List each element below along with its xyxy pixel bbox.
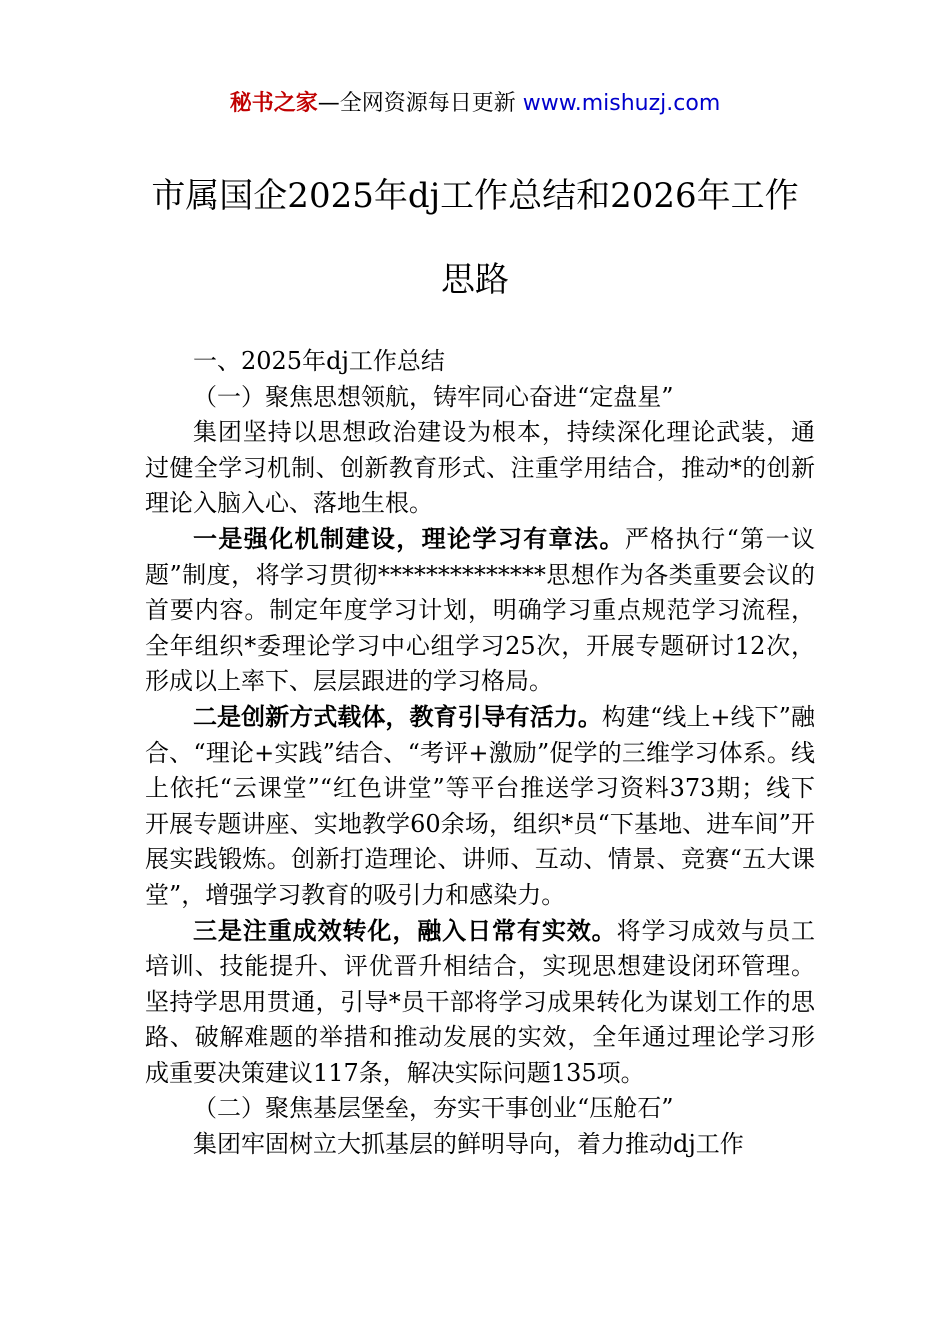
body-paragraph: 集团坚持以思想政治建设为根本，持续深化理论武装，通过健全学习机制、创新教育形式、注重学用结合，推动*的创新理论入脑入心、落地生根。 (145, 418, 815, 518)
paragraph-text: 严格执行“第一议题”制度，将学习贯彻**************思想作为各类重要会议的首要内容。制定年度学习计划，明确学习重点规范学习流程，全年组织*委理论学习中心组学习25次，开展专题研讨12次，形成以上率下、层层跟进的学习格局。 (145, 524, 815, 696)
subsection-heading: （一）聚焦思想领航，铸牢同心奋进“定盘星” (193, 382, 674, 411)
brand-name: 秘书之家 (229, 91, 318, 116)
paragraph-lead: 一是强化机制建设，理论学习有章法。 (193, 524, 625, 553)
paragraph-text: 将学习成效与员工培训、技能提升、评优晋升相结合，实现思想建设闭环管理。坚持学思用贯通，引导*员干部将学习成果转化为谋划工作的思路、破解难题的举措和推动发展的实效，全年通过理论学习形成重要决策建议117条，解决实际问题135项。 (145, 916, 816, 1087)
source-banner (0, 88, 950, 120)
section-heading: 一、2025年dj工作总结 (193, 347, 445, 375)
site-url-link[interactable]: www.mishuzj.com (522, 91, 721, 116)
banner-tagline: —全网资源每日更新 (317, 91, 523, 116)
document-title: 市属国企2025年dj工作总结和2026年工作思路 (151, 176, 799, 300)
body-paragraph (145, 522, 815, 700)
subsection-heading: （二）聚焦基层堡垒，夯实干事创业“压舱石” (193, 1094, 674, 1123)
body-paragraph (145, 700, 815, 914)
paragraph-lead: 二是创新方式载体，教育引导有活力。 (193, 702, 602, 731)
document-body (145, 344, 815, 1163)
body-paragraph (145, 914, 815, 1092)
paragraph-lead: 三是注重成效转化，融入日常有实效。 (193, 916, 617, 945)
paragraph-text: 构建“线上+线下”融合、“理论+实践”结合、“考评+激励”促学的三维学习体系。线上依托“云课堂”“红色讲堂”等平台推送学习资料373期；线下开展专题讲座、实地教学60余场，组织*员“下基地、进车间”开展实践锻炼。创新打造理论、讲师、互动、情景、竞赛“五大课堂”，增强学习教育的吸引力和感染力。 (145, 702, 816, 909)
body-paragraph: 集团牢固树立大抓基层的鲜明导向，着力推动dj工作 (193, 1130, 744, 1159)
